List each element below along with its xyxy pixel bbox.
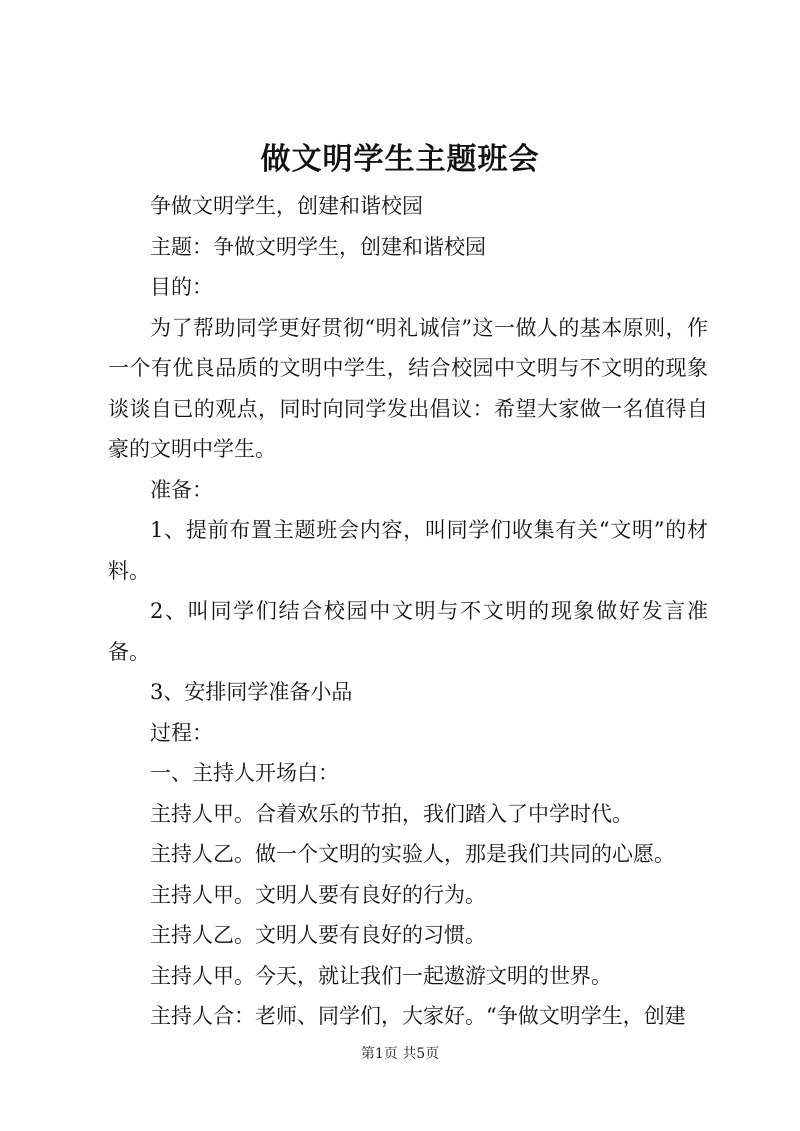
paragraph: 主持人甲。今天，就让我们一起遨游文明的世界。 bbox=[150, 963, 612, 988]
paragraph: 主持人甲。文明人要有良好的行为。 bbox=[150, 882, 486, 907]
paragraph: 主题：争做文明学生，创建和谐校园 bbox=[150, 234, 486, 259]
paragraph: 2、叫同学们结合校园中文明与不文明的现象做好发言准备。 bbox=[108, 599, 708, 664]
paragraph: 主持人甲。合着欢乐的节拍，我们踏入了中学时代。 bbox=[150, 801, 633, 826]
page-footer: 第1页 共5页 bbox=[360, 1046, 440, 1062]
paragraph: 争做文明学生，创建和谐校园 bbox=[150, 194, 423, 218]
paragraph: 主持人合：老师、同学们，大家好。“争做文明学生，创建 bbox=[150, 1004, 686, 1028]
paragraph: 1、提前布置主题班会内容，叫同学们收集有关“文明”的材料。 bbox=[108, 518, 708, 583]
paragraph: 目的： bbox=[150, 275, 213, 299]
document-body bbox=[108, 186, 708, 1037]
paragraph: 3、安排同学准备小品 bbox=[150, 680, 353, 704]
paragraph: 准备： bbox=[150, 477, 213, 502]
document-title: 做文明学生主题班会 bbox=[260, 142, 540, 177]
paragraph: 主持人乙。文明人要有良好的习惯。 bbox=[150, 923, 486, 947]
paragraph: 为了帮助同学更好贯彻“明礼诚信”这一做人的基本原则，作一个有优良品质的文明中学生，结合校园中文明与不文明的现象谈谈自已的观点，同时向同学发出倡议：希望大家做一名值得自豪的文明中学生。 bbox=[108, 315, 708, 461]
paragraph: 主持人乙。做一个文明的实验人，那是我们共同的心愿。 bbox=[150, 842, 675, 866]
paragraph: 一、主持人开场白： bbox=[150, 761, 339, 785]
paragraph: 过程： bbox=[150, 720, 213, 745]
